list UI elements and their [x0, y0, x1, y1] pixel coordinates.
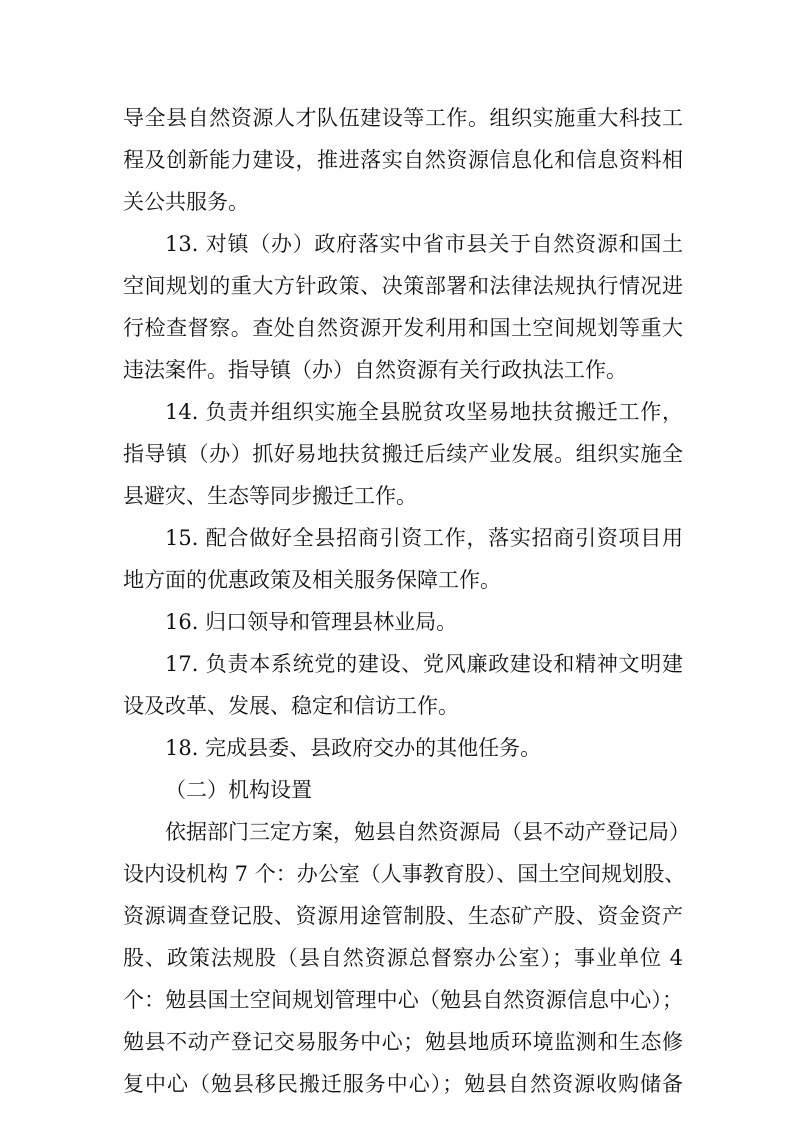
text-line: 股、政策法规股（县自然资源总督察办公室）；事业单位 4	[123, 946, 683, 970]
text-line: 关公共服务。	[123, 190, 249, 214]
text-line: 地方面的优惠政策及相关服务保障工作。	[123, 568, 501, 592]
item-13-start: 13. 对镇（办）政府落实中省市县关于自然资源和国土	[165, 232, 683, 256]
text-line: 个：勉县国土空间规划管理中心（勉县自然资源信息中心）；	[123, 988, 683, 1012]
item-14-start: 14. 负责并组织实施全县脱贫攻坚易地扶贫搬迁工作，	[165, 400, 683, 424]
text-line: 资源调查登记股、资源用途管制股、生态矿产股、资金资产	[123, 904, 683, 928]
text-line: 行检查督察。查处自然资源开发利用和国土空间规划等重大	[123, 316, 683, 340]
text-line: 空间规划的重大方针政策、决策部署和法律法规执行情况进	[123, 274, 683, 298]
text-line: 设内设机构 7 个：办公室（人事教育股）、国土空间规划股、	[123, 862, 686, 886]
text-line: 违法案件。指导镇（办）自然资源有关行政执法工作。	[123, 358, 627, 382]
text-line: 勉县不动产登记交易服务中心；勉县地质环境监测和生态修	[123, 1030, 683, 1054]
text-line: 设及改革、发展、稳定和信访工作。	[123, 694, 459, 718]
paragraph-start: 依据部门三定方案，勉县自然资源局（县不动产登记局）	[165, 820, 690, 844]
text-line: 复中心（勉县移民搬迁服务中心）；勉县自然资源收购储备	[123, 1072, 683, 1096]
text-line: 指导镇（办）抓好易地扶贫搬迁后续产业发展。组织实施全	[123, 442, 683, 466]
item-16: 16. 归口领导和管理县林业局。	[165, 610, 458, 634]
text-line: 程及创新能力建设，推进落实自然资源信息化和信息资料相	[123, 148, 683, 172]
section-heading: （二）机构设置	[165, 778, 312, 802]
item-15-start: 15. 配合做好全县招商引资工作，落实招商引资项目用	[165, 526, 683, 550]
text-line: 导全县自然资源人才队伍建设等工作。组织实施重大科技工	[123, 106, 683, 130]
item-18: 18. 完成县委、县政府交办的其他任务。	[165, 736, 542, 760]
text-line: 县避灾、生态等同步搬迁工作。	[123, 484, 417, 508]
item-17-start: 17. 负责本系统党的建设、党风廉政建设和精神文明建	[165, 652, 683, 676]
